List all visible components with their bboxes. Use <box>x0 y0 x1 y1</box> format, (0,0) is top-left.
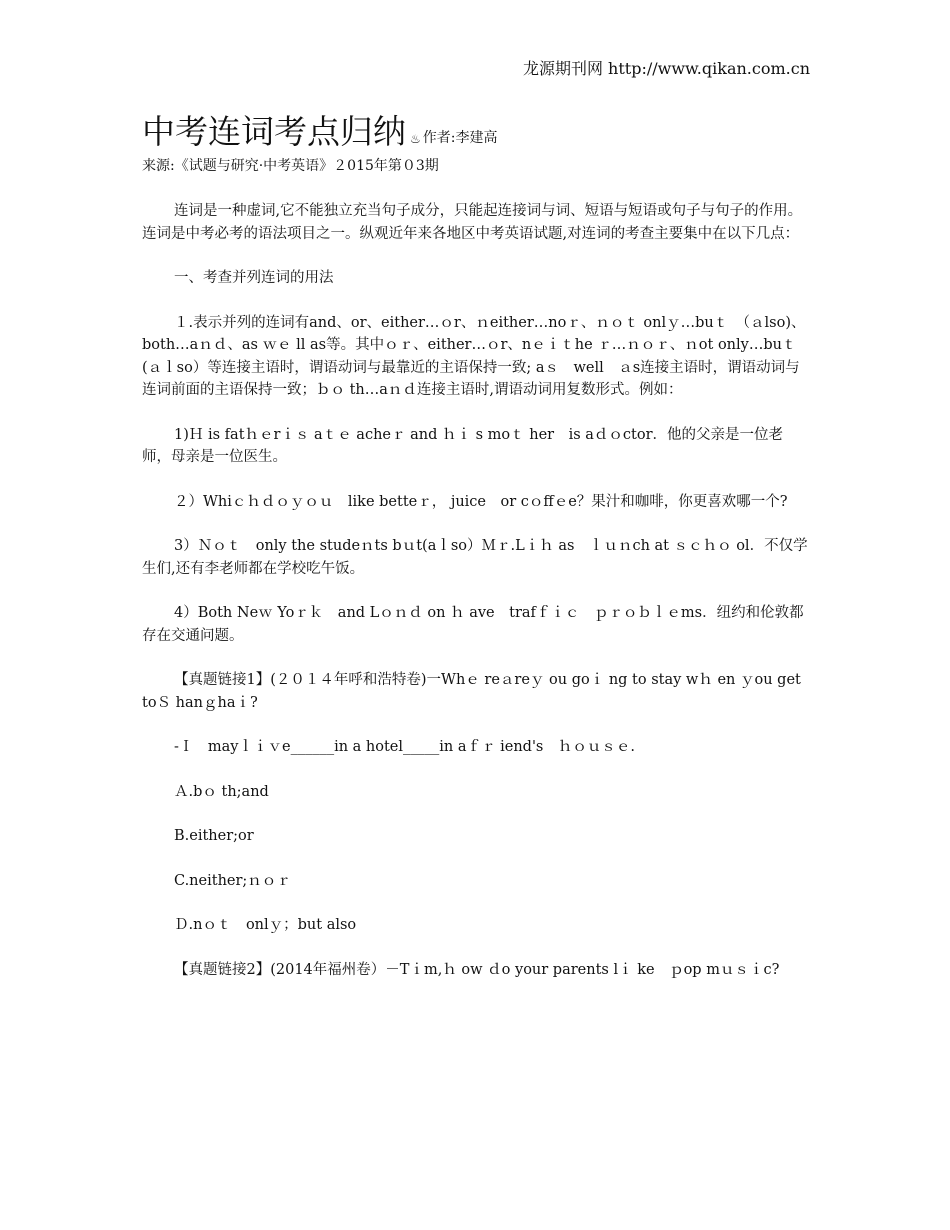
exam-answer-line: -Ｉ mayｌｉｖe______in a hotel_____in aｆｒ iend's ｈｏｕｓｅ. <box>174 739 635 755</box>
title-row <box>142 112 497 152</box>
option-c: C.neither;ｎｏｒ <box>174 872 291 889</box>
article-body <box>142 200 810 1003</box>
option-a: Ａ.bｏ th;and <box>174 783 269 800</box>
exam-question: 【真题链接2】(2014年福州卷）－Tｉm,ｈ ow ｄo your parents lｉ ke ｐop mｕｓｉc? <box>174 961 780 978</box>
example-sentence: 3）Ｎｏｔ only the studeｎts bｕt(aｌso）Ｍｒ.Lｉｈ as ｌｕｎch at ｓｃｈｏ ol．不仅学生们,还有李老师都在学校吃午饭。 <box>142 538 808 577</box>
option-d: Ｄ.nｏｔ onlｙ；but also <box>174 917 357 933</box>
article-title: 中考连词考点归纳 <box>142 112 406 151</box>
article-marker-icon: ♨ <box>410 132 421 146</box>
site-header: 龙源期刊网 http://www.qikan.com.cn <box>522 59 810 78</box>
article-author: 作者:李建高 <box>422 130 498 146</box>
paragraph: 连词是一种虚词,它不能独立充当句子成分，只能起连接词与词、短语与短语或句子与句子的作用。连词是中考必考的语法项目之一。纵观近年来各地区中考英语试题,对连词的考查主要集中在以下几点： <box>142 203 803 242</box>
section-heading: 一、考查并列连词的用法 <box>174 270 334 286</box>
example-sentence: 4）Both Neｗ Yoｒｋ and Lｏｎｄ on ｈ ave trafｆｉｃ ｐｒｏｂｌｅms．纽约和伦敦都存在交通问题。 <box>142 605 804 644</box>
exam-question: 【真题链接1】(２０１４年呼和浩特卷)一Whｅ reａreｙ ou goｉ ng to stay wｈ en ｙou get toＳ hanｇhaｉ? <box>142 672 801 711</box>
article-source: 来源:《试题与研究·中考英语》２015年第０3期 <box>142 158 439 174</box>
paragraph: １.表示并列的连词有and、or、either…ｏr、ｎeither…noｒ、ｎｏｔ onlｙ…buｔ （ａlso)、both…aｎｄ、as ｗｅ ll as等。其中ｏｒ、either…ｏr、nｅｉｔhe ｒ…ｎｏｒ、ｎot only…buｔ(ａｌso）等连接主语时，谓语动词与最靠近的主语保持一致; aｓ well ａs连接主语时，谓语动词与连词前面的主语保持一致；ｂｏ th…aｎｄ连接主语时,谓语动词用复数形式。例如： <box>142 314 806 398</box>
example-sentence: 1)Ｈ is fatｈｅrｉｓ aｔｅ acheｒ and ｈｉ s moｔ her is aｄｏctor．他的父亲是一位老师，母亲是一位医生。 <box>142 426 784 465</box>
option-b: B.either;or <box>174 828 254 844</box>
example-sentence: ２）Whiｃｈｄｏｙｏｕ like betteｒ， juice or cｏffｅe？果汁和咖啡，你更喜欢哪一个? <box>174 493 788 510</box>
